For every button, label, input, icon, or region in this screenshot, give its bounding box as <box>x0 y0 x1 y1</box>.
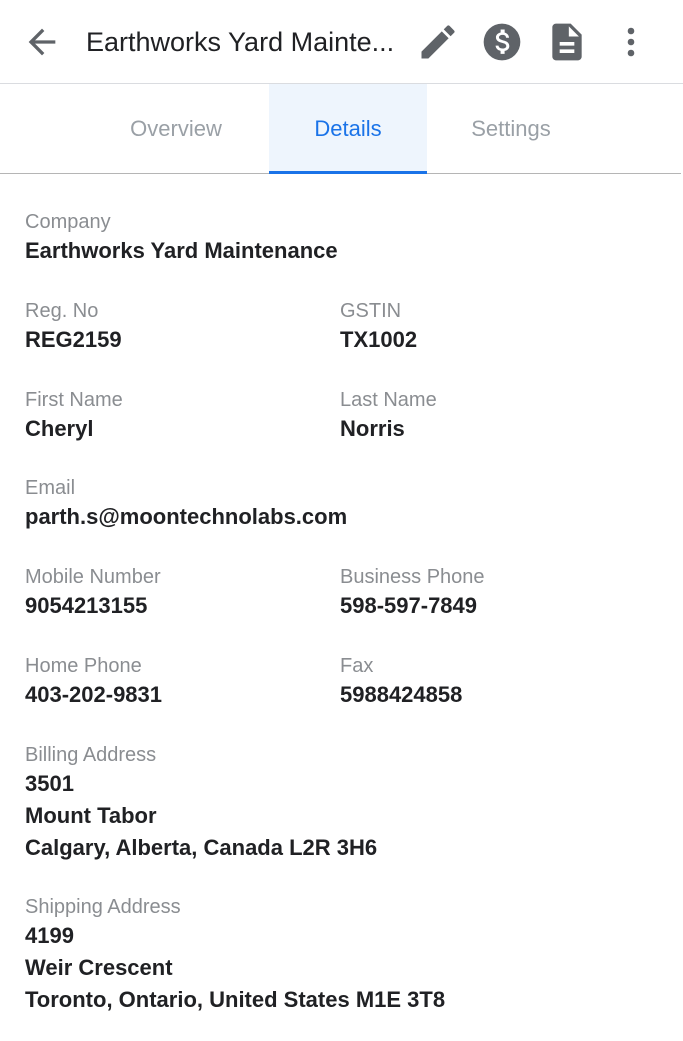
home-phone-field <box>25 653 162 711</box>
edit-icon <box>416 20 460 64</box>
fax-label: Fax <box>340 655 374 677</box>
shipping-address-label: Shipping Address <box>25 896 181 918</box>
payment-button[interactable] <box>480 20 524 64</box>
arrow-back-icon <box>22 22 62 62</box>
company-value: Earthworks Yard Maintenance <box>25 238 338 263</box>
business-phone-field <box>340 564 485 622</box>
last-name-label: Last Name <box>340 389 437 411</box>
app-bar <box>0 0 683 84</box>
page-title: Earthworks Yard Mainte... <box>86 27 395 57</box>
shipping-address-field <box>25 894 445 1016</box>
mobile-label: Mobile Number <box>25 566 161 588</box>
tab-details[interactable]: Details <box>269 84 427 173</box>
home-phone-label: Home Phone <box>25 655 142 677</box>
reg-no-label: Reg. No <box>25 300 99 322</box>
billing-address-label: Billing Address <box>25 744 157 766</box>
shipping-address-line3: Toronto, Ontario, United States M1E 3T8 <box>25 987 446 1012</box>
first-name-value: Cheryl <box>25 416 94 441</box>
edit-button[interactable] <box>416 20 460 64</box>
document-icon <box>545 20 589 64</box>
tab-settings[interactable]: Settings <box>471 116 551 141</box>
more-vert-icon <box>609 20 653 64</box>
email-field <box>25 475 347 533</box>
shipping-address-line1: 4199 <box>25 923 74 948</box>
billing-address-line2: Mount Tabor <box>25 803 157 828</box>
email-value: parth.s@moontechnolabs.com <box>25 504 348 529</box>
gstin-label: GSTIN <box>340 300 402 322</box>
business-phone-label: Business Phone <box>340 566 485 588</box>
fax-value: 5988424858 <box>340 682 463 707</box>
billing-address-field <box>25 742 377 864</box>
mobile-value: 9054213155 <box>25 593 148 618</box>
business-phone-value: 598-597-7849 <box>340 593 478 618</box>
shipping-address-line2: Weir Crescent <box>25 955 173 980</box>
reg-no-value: REG2159 <box>25 327 122 352</box>
billing-address-line3: Calgary, Alberta, Canada L2R 3H6 <box>25 835 378 860</box>
dollar-icon <box>480 20 524 64</box>
gstin-field <box>340 298 417 356</box>
billing-address-line1: 3501 <box>25 771 74 796</box>
mobile-field <box>25 564 161 622</box>
gstin-value: TX1002 <box>340 327 418 352</box>
first-name-label: First Name <box>25 389 123 411</box>
first-name-field <box>25 387 123 445</box>
company-label: Company <box>25 211 111 233</box>
document-button[interactable] <box>545 20 589 64</box>
back-button[interactable] <box>22 22 62 62</box>
fax-field <box>340 653 462 711</box>
email-label: Email <box>25 477 76 499</box>
home-phone-value: 403-202-9831 <box>25 682 163 707</box>
tab-bar <box>0 84 681 174</box>
last-name-field <box>340 387 437 445</box>
more-options-button[interactable] <box>609 20 653 64</box>
reg-no-field <box>25 298 122 356</box>
last-name-value: Norris <box>340 416 405 441</box>
tab-overview[interactable]: Overview <box>130 116 222 141</box>
company-field <box>25 209 338 267</box>
